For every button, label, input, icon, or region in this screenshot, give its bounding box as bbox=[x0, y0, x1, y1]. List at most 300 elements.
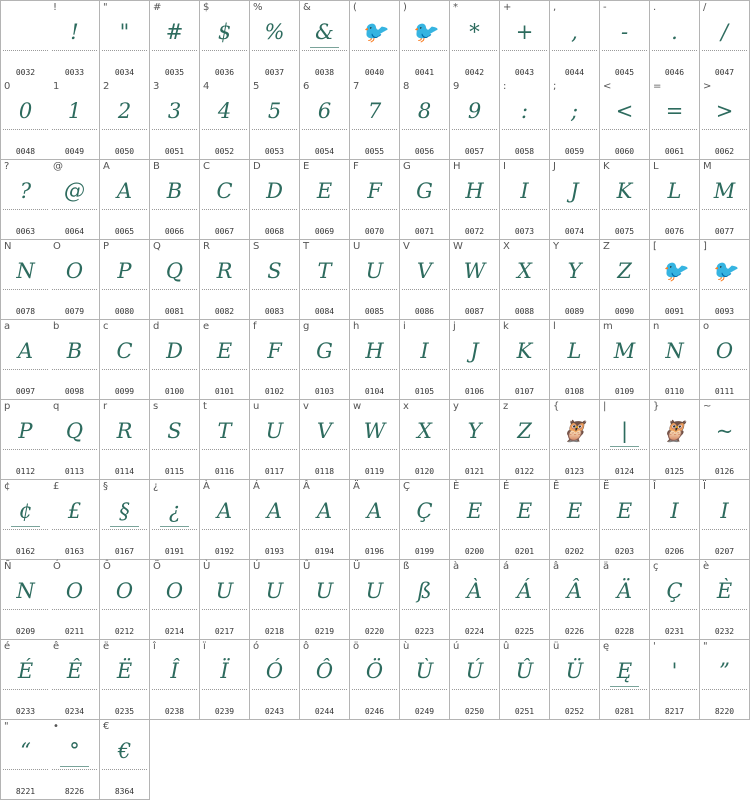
glyph-sample: Á bbox=[516, 579, 533, 603]
glyph-label: Y bbox=[553, 241, 560, 252]
glyph-sample: N bbox=[665, 339, 684, 363]
glyph-sample: 🐦 bbox=[361, 20, 388, 44]
glyph-cell-0243 bbox=[250, 640, 300, 720]
glyph-cell-0125 bbox=[650, 400, 700, 480]
glyph-cell-0121 bbox=[450, 400, 500, 480]
glyph-sample: Ô bbox=[315, 659, 334, 683]
glyph-sample: E bbox=[316, 179, 333, 203]
baseline-guide bbox=[702, 689, 747, 690]
glyph-cell-0231 bbox=[650, 560, 700, 640]
glyph-code: 0125 bbox=[664, 467, 685, 476]
glyph-code: 0075 bbox=[614, 227, 635, 236]
glyph-label: x bbox=[403, 401, 409, 412]
baseline-guide bbox=[602, 209, 647, 210]
glyph-code: 0233 bbox=[15, 707, 36, 716]
glyph-cell-0281 bbox=[600, 640, 650, 720]
glyph-label: O bbox=[53, 241, 61, 252]
baseline-guide bbox=[302, 529, 347, 530]
glyph-label: ç bbox=[653, 561, 659, 572]
glyph-cell-0163 bbox=[50, 480, 100, 560]
glyph-sample: Q bbox=[65, 419, 84, 443]
baseline-guide bbox=[202, 369, 247, 370]
glyph-cell-0232 bbox=[700, 560, 750, 640]
glyph-label: m bbox=[603, 321, 613, 332]
glyph-cell-0228 bbox=[600, 560, 650, 640]
baseline-guide bbox=[352, 529, 397, 530]
glyph-underline-mark bbox=[310, 47, 339, 48]
glyph-cell-0076 bbox=[650, 160, 700, 240]
baseline-guide bbox=[252, 609, 297, 610]
glyph-sample: & bbox=[315, 20, 334, 44]
glyph-code: 0199 bbox=[414, 547, 435, 556]
baseline-guide bbox=[202, 529, 247, 530]
glyph-code: 0167 bbox=[114, 547, 135, 556]
baseline-guide bbox=[52, 769, 97, 770]
glyph-cell-0098 bbox=[50, 320, 100, 400]
glyph-label: % bbox=[253, 2, 263, 13]
glyph-cell-0088 bbox=[500, 240, 550, 320]
glyph-label: ¿ bbox=[153, 481, 159, 492]
glyph-sample: C bbox=[116, 339, 133, 363]
baseline-guide bbox=[302, 369, 347, 370]
glyph-cell-0251 bbox=[500, 640, 550, 720]
glyph-cell-0200 bbox=[450, 480, 500, 560]
glyph-label: • bbox=[53, 721, 59, 732]
glyph-sample: G bbox=[416, 179, 433, 203]
glyph-label: î bbox=[153, 641, 156, 652]
glyph-sample: H bbox=[365, 339, 384, 363]
glyph-label: 3 bbox=[153, 81, 160, 92]
glyph-sample: E bbox=[516, 499, 533, 523]
glyph-cell-0062 bbox=[700, 80, 750, 160]
glyph-label: ; bbox=[553, 81, 557, 92]
baseline-guide bbox=[152, 609, 197, 610]
glyph-label: " bbox=[4, 721, 9, 732]
glyph-code: 0252 bbox=[564, 707, 585, 716]
glyph-code: 0238 bbox=[164, 707, 185, 716]
glyph-cell-0046 bbox=[650, 0, 700, 81]
glyph-code: 0056 bbox=[414, 147, 435, 156]
baseline-guide bbox=[402, 609, 447, 610]
glyph-label: â bbox=[553, 561, 560, 572]
glyph-label: T bbox=[303, 241, 310, 252]
glyph-code: 0124 bbox=[614, 467, 635, 476]
glyph-label: X bbox=[503, 241, 510, 252]
baseline-guide bbox=[652, 529, 697, 530]
glyph-code: 0034 bbox=[114, 68, 135, 77]
glyph-cell-0044 bbox=[550, 0, 600, 81]
baseline-guide bbox=[152, 449, 197, 450]
glyph-cell-0220 bbox=[350, 560, 400, 640]
glyph-sample: P bbox=[18, 419, 33, 443]
glyph-code: 0059 bbox=[564, 147, 585, 156]
baseline-guide bbox=[552, 50, 597, 51]
glyph-sample: K bbox=[516, 339, 533, 363]
glyph-sample: Ö bbox=[365, 659, 384, 683]
glyph-sample: > bbox=[715, 99, 734, 123]
baseline-guide bbox=[602, 609, 647, 610]
glyph-sample: / bbox=[720, 20, 729, 44]
glyph-code: 0097 bbox=[15, 387, 36, 396]
glyph-label: J bbox=[553, 161, 556, 172]
glyph-sample: Q bbox=[165, 259, 184, 283]
glyph-label: G bbox=[403, 161, 411, 172]
glyph-sample: 0 bbox=[18, 99, 33, 123]
glyph-cell-0192 bbox=[200, 480, 250, 560]
glyph-code: 0088 bbox=[514, 307, 535, 316]
glyph-cell-0050 bbox=[100, 80, 150, 160]
glyph-code: 0121 bbox=[464, 467, 485, 476]
glyph-sample: W bbox=[363, 419, 386, 443]
glyph-label: Ú bbox=[253, 561, 261, 572]
glyph-label: b bbox=[53, 321, 60, 332]
glyph-code: 0109 bbox=[614, 387, 635, 396]
glyph-label: ë bbox=[103, 641, 110, 652]
glyph-code: 0220 bbox=[364, 627, 385, 636]
glyph-sample: S bbox=[267, 259, 282, 283]
baseline-guide bbox=[452, 50, 497, 51]
glyph-code: 8221 bbox=[15, 787, 36, 796]
glyph-underline-mark bbox=[160, 526, 189, 527]
glyph-code: 0048 bbox=[15, 147, 36, 156]
glyph-label: Ü bbox=[353, 561, 361, 572]
glyph-sample: R bbox=[116, 419, 133, 443]
glyph-cell-8226 bbox=[50, 720, 100, 800]
glyph-cell-0042 bbox=[450, 0, 500, 81]
glyph-cell-0034 bbox=[100, 0, 150, 81]
glyph-cell-0104 bbox=[350, 320, 400, 400]
glyph-label: ï bbox=[203, 641, 206, 652]
glyph-cell-0060 bbox=[600, 80, 650, 160]
glyph-label: 2 bbox=[103, 81, 110, 92]
glyph-label: i bbox=[403, 321, 406, 332]
glyph-sample: 🐦 bbox=[411, 20, 438, 44]
glyph-sample: E bbox=[216, 339, 233, 363]
glyph-code: 0108 bbox=[564, 387, 585, 396]
glyph-sample: Y bbox=[467, 419, 482, 443]
glyph-code: 0212 bbox=[114, 627, 135, 636]
glyph-code: 0036 bbox=[214, 68, 235, 77]
glyph-code: 0104 bbox=[364, 387, 385, 396]
glyph-code: 0093 bbox=[714, 307, 735, 316]
glyph-code: 0049 bbox=[64, 147, 85, 156]
glyph-cell-0119 bbox=[350, 400, 400, 480]
glyph-label: : bbox=[503, 81, 507, 92]
glyph-code: 0235 bbox=[114, 707, 135, 716]
glyph-sample: E bbox=[466, 499, 483, 523]
glyph-cell-0037 bbox=[250, 0, 300, 81]
baseline-guide bbox=[452, 289, 497, 290]
baseline-guide bbox=[552, 369, 597, 370]
glyph-sample: Ë bbox=[116, 659, 133, 683]
baseline-guide bbox=[702, 609, 747, 610]
glyph-label: P bbox=[103, 241, 110, 252]
glyph-code: 0214 bbox=[164, 627, 185, 636]
glyph-sample: L bbox=[667, 179, 682, 203]
glyph-label: ê bbox=[53, 641, 60, 652]
glyph-cell-0032 bbox=[0, 0, 51, 81]
glyph-cell-0091 bbox=[650, 240, 700, 320]
glyph-label: N bbox=[4, 241, 12, 252]
glyph-label: F bbox=[353, 161, 359, 172]
glyph-code: 0246 bbox=[364, 707, 385, 716]
glyph-code: 0196 bbox=[364, 547, 385, 556]
glyph-cell-0081 bbox=[150, 240, 200, 320]
glyph-sample: P bbox=[117, 259, 132, 283]
baseline-guide bbox=[652, 689, 697, 690]
glyph-label: 7 bbox=[353, 81, 360, 92]
baseline-guide bbox=[452, 609, 497, 610]
glyph-cell-0124 bbox=[600, 400, 650, 480]
glyph-label: h bbox=[353, 321, 360, 332]
glyph-code: 0072 bbox=[464, 227, 485, 236]
baseline-guide bbox=[152, 129, 197, 130]
baseline-guide bbox=[252, 50, 297, 51]
glyph-sample: V bbox=[316, 419, 333, 443]
glyph-sample: U bbox=[265, 579, 284, 603]
glyph-label: - bbox=[603, 2, 607, 13]
glyph-code: 0071 bbox=[414, 227, 435, 236]
glyph-label: [ bbox=[653, 241, 657, 252]
glyph-cell-0112 bbox=[0, 400, 51, 480]
baseline-guide bbox=[602, 529, 647, 530]
glyph-sample: É bbox=[17, 659, 34, 683]
baseline-guide bbox=[252, 689, 297, 690]
baseline-guide bbox=[652, 369, 697, 370]
glyph-label: r bbox=[103, 401, 108, 412]
glyph-cell-0193 bbox=[250, 480, 300, 560]
glyph-cell-0061 bbox=[650, 80, 700, 160]
glyph-label: ¢ bbox=[4, 481, 11, 492]
baseline-guide bbox=[452, 209, 497, 210]
glyph-sample: X bbox=[517, 259, 532, 283]
glyph-cell-0203 bbox=[600, 480, 650, 560]
glyph-code: 0085 bbox=[364, 307, 385, 316]
glyph-code: 0226 bbox=[564, 627, 585, 636]
baseline-guide bbox=[102, 529, 147, 530]
glyph-label: 4 bbox=[203, 81, 210, 92]
glyph-cell-0234 bbox=[50, 640, 100, 720]
baseline-guide bbox=[352, 609, 397, 610]
glyph-label: 6 bbox=[303, 81, 310, 92]
glyph-label: é bbox=[4, 641, 11, 652]
glyph-code: 0207 bbox=[714, 547, 735, 556]
glyph-sample: @ bbox=[64, 179, 85, 203]
baseline-guide bbox=[502, 369, 547, 370]
glyph-code: 0070 bbox=[364, 227, 385, 236]
glyph-label: k bbox=[503, 321, 509, 332]
glyph-label: á bbox=[503, 561, 510, 572]
baseline-guide bbox=[702, 129, 747, 130]
baseline-guide bbox=[402, 449, 447, 450]
glyph-code: 0218 bbox=[264, 627, 285, 636]
glyph-code: 0063 bbox=[15, 227, 36, 236]
glyph-label: Ê bbox=[553, 481, 560, 492]
baseline-guide bbox=[3, 449, 48, 450]
glyph-code: 0103 bbox=[314, 387, 335, 396]
glyph-code: 0033 bbox=[64, 68, 85, 77]
glyph-cell-0084 bbox=[300, 240, 350, 320]
glyph-label: Z bbox=[603, 241, 610, 252]
glyph-cell-0211 bbox=[50, 560, 100, 640]
glyph-sample: " bbox=[119, 20, 130, 44]
glyph-sample: 1 bbox=[67, 99, 82, 123]
glyph-cell-0239 bbox=[200, 640, 250, 720]
glyph-sample: J bbox=[470, 339, 479, 363]
glyph-sample: U bbox=[215, 579, 234, 603]
glyph-label: & bbox=[303, 2, 311, 13]
glyph-cell-0224 bbox=[450, 560, 500, 640]
baseline-guide bbox=[402, 209, 447, 210]
glyph-code: 0209 bbox=[15, 627, 36, 636]
glyph-cell-0117 bbox=[250, 400, 300, 480]
baseline-guide bbox=[402, 369, 447, 370]
glyph-underline-mark bbox=[60, 766, 89, 767]
baseline-guide bbox=[202, 129, 247, 130]
glyph-sample: Û bbox=[515, 659, 534, 683]
glyph-label: à bbox=[453, 561, 460, 572]
baseline-guide bbox=[52, 50, 97, 51]
baseline-guide bbox=[702, 369, 747, 370]
glyph-sample: 🐦 bbox=[711, 259, 738, 283]
glyph-label: g bbox=[303, 321, 310, 332]
glyph-label: Ñ bbox=[4, 561, 12, 572]
glyph-sample: A bbox=[17, 339, 34, 363]
baseline-guide bbox=[202, 449, 247, 450]
glyph-sample: 4 bbox=[217, 99, 232, 123]
glyph-cell-0207 bbox=[700, 480, 750, 560]
glyph-code: 0043 bbox=[514, 68, 535, 77]
glyph-sample: U bbox=[365, 579, 384, 603]
glyph-label: E bbox=[303, 161, 310, 172]
baseline-guide bbox=[302, 50, 347, 51]
baseline-guide bbox=[252, 449, 297, 450]
glyph-label: d bbox=[153, 321, 160, 332]
glyph-code: 0110 bbox=[664, 387, 685, 396]
baseline-guide bbox=[202, 289, 247, 290]
glyph-code: 0191 bbox=[164, 547, 185, 556]
glyph-label: 1 bbox=[53, 81, 60, 92]
glyph-cell-0089 bbox=[550, 240, 600, 320]
glyph-cell-0106 bbox=[450, 320, 500, 400]
baseline-guide bbox=[402, 689, 447, 690]
glyph-cell-0110 bbox=[650, 320, 700, 400]
glyph-sample: § bbox=[119, 499, 130, 523]
glyph-label: z bbox=[503, 401, 509, 412]
glyph-sample: ° bbox=[69, 739, 80, 763]
glyph-sample: E bbox=[616, 499, 633, 523]
baseline-guide bbox=[102, 209, 147, 210]
baseline-guide bbox=[302, 609, 347, 610]
glyph-sample: J bbox=[570, 179, 579, 203]
glyph-label: ß bbox=[403, 561, 410, 572]
glyph-sample: Ï bbox=[220, 659, 229, 683]
glyph-code: 0123 bbox=[564, 467, 585, 476]
baseline-guide bbox=[252, 209, 297, 210]
glyph-code: 0239 bbox=[214, 707, 235, 716]
glyph-cell-0218 bbox=[250, 560, 300, 640]
glyph-label: + bbox=[503, 2, 512, 13]
glyph-cell-0123 bbox=[550, 400, 600, 480]
glyph-sample: Ó bbox=[265, 659, 284, 683]
baseline-guide bbox=[252, 529, 297, 530]
glyph-code: 0051 bbox=[164, 147, 185, 156]
glyph-cell-0103 bbox=[300, 320, 350, 400]
glyph-sample: H bbox=[465, 179, 484, 203]
glyph-code: 0058 bbox=[514, 147, 535, 156]
glyph-code: 0041 bbox=[414, 68, 435, 77]
glyph-code: 0281 bbox=[614, 707, 635, 716]
baseline-guide bbox=[152, 369, 197, 370]
glyph-cell-0107 bbox=[500, 320, 550, 400]
glyph-cell-0116 bbox=[200, 400, 250, 480]
glyph-code: 0046 bbox=[664, 68, 685, 77]
glyph-cell-0073 bbox=[500, 160, 550, 240]
glyph-sample: 7 bbox=[367, 99, 382, 123]
baseline-guide bbox=[552, 449, 597, 450]
baseline-guide bbox=[3, 369, 48, 370]
glyph-label: / bbox=[703, 2, 707, 13]
glyph-cell-0105 bbox=[400, 320, 450, 400]
glyph-code: 0054 bbox=[314, 147, 335, 156]
glyph-sample: I bbox=[420, 339, 429, 363]
glyph-label: ü bbox=[553, 641, 560, 652]
glyph-sample: N bbox=[16, 259, 35, 283]
glyph-code: 0217 bbox=[214, 627, 235, 636]
glyph-sample bbox=[1, 15, 50, 49]
glyph-sample: ' bbox=[671, 659, 678, 683]
glyph-code: 0225 bbox=[514, 627, 535, 636]
glyph-sample: 🐦 bbox=[661, 259, 688, 283]
glyph-code: 0250 bbox=[464, 707, 485, 716]
glyph-cell-0225 bbox=[500, 560, 550, 640]
baseline-guide bbox=[452, 529, 497, 530]
glyph-cell-0209 bbox=[0, 560, 51, 640]
glyph-label: Ä bbox=[353, 481, 360, 492]
baseline-guide bbox=[52, 609, 97, 610]
glyph-cell-0040 bbox=[350, 0, 400, 81]
glyph-sample: G bbox=[316, 339, 333, 363]
baseline-guide bbox=[302, 209, 347, 210]
glyph-sample: “ bbox=[20, 739, 31, 763]
baseline-guide bbox=[352, 209, 397, 210]
glyph-cell-0066 bbox=[150, 160, 200, 240]
glyph-cell-0047 bbox=[700, 0, 750, 81]
glyph-label: ú bbox=[453, 641, 460, 652]
glyph-label: c bbox=[103, 321, 109, 332]
glyph-label: É bbox=[503, 481, 510, 492]
glyph-cell-0252 bbox=[550, 640, 600, 720]
glyph-label: j bbox=[453, 321, 456, 332]
glyph-code: 0111 bbox=[714, 387, 735, 396]
glyph-code: 0206 bbox=[664, 547, 685, 556]
baseline-guide bbox=[552, 529, 597, 530]
glyph-code: 0050 bbox=[114, 147, 135, 156]
glyph-cell-0053 bbox=[250, 80, 300, 160]
glyph-code: 0099 bbox=[114, 387, 135, 396]
glyph-cell-0067 bbox=[200, 160, 250, 240]
glyph-label: ó bbox=[253, 641, 260, 652]
glyph-cell-0201 bbox=[500, 480, 550, 560]
glyph-label: D bbox=[253, 161, 261, 172]
glyph-cell-0122 bbox=[500, 400, 550, 480]
glyph-code: 0060 bbox=[614, 147, 635, 156]
baseline-guide bbox=[102, 449, 147, 450]
glyph-code: 0192 bbox=[214, 547, 235, 556]
baseline-guide bbox=[152, 689, 197, 690]
glyph-label: a bbox=[4, 321, 11, 332]
glyph-code: 0083 bbox=[264, 307, 285, 316]
